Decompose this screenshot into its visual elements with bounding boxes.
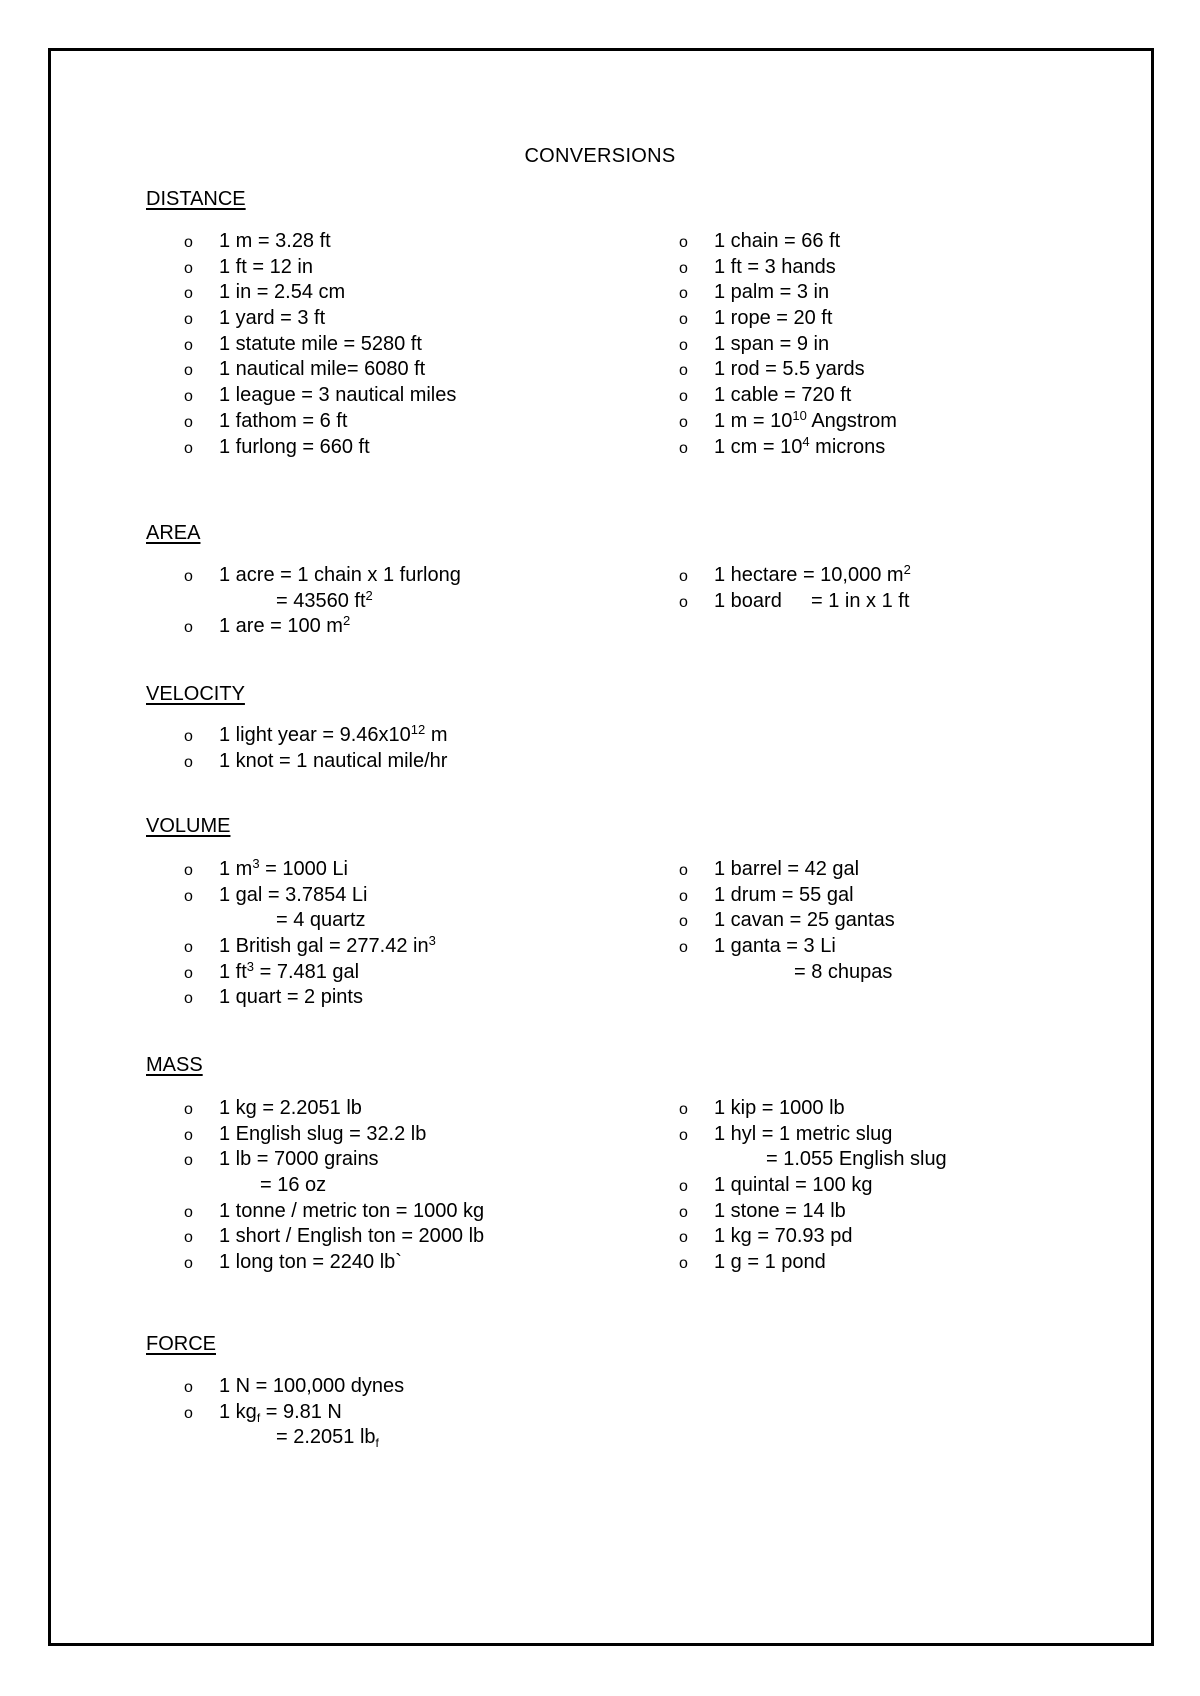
- bullet: o: [679, 593, 688, 611]
- bullet: o: [679, 388, 688, 406]
- bullet: o: [184, 1101, 193, 1118]
- section-heading-force: FORCE: [146, 1333, 216, 1355]
- bullet: o: [679, 1101, 688, 1118]
- bullet: o: [184, 1152, 193, 1170]
- bullet: o: [184, 1229, 193, 1247]
- bullet: o: [679, 336, 688, 354]
- bullet: o: [184, 1203, 193, 1221]
- bullet: o: [679, 285, 688, 303]
- bullet: o: [679, 1178, 688, 1196]
- bullet: o: [679, 311, 688, 329]
- bullet: o: [184, 311, 193, 329]
- bullet: o: [679, 939, 688, 957]
- bullet: o: [679, 887, 688, 905]
- bullet: o: [184, 336, 193, 354]
- bullet: o: [184, 619, 193, 637]
- bullet: o: [184, 259, 193, 277]
- section-heading-velocity: VELOCITY: [146, 683, 245, 705]
- bullet: o: [184, 388, 193, 406]
- bullet: o: [679, 362, 688, 380]
- bullet: o: [679, 1255, 688, 1273]
- bullet: o: [184, 362, 193, 380]
- bullet: o: [184, 413, 193, 431]
- bullet: o: [184, 1126, 193, 1144]
- bullet: o: [184, 728, 193, 745]
- bullet: o: [679, 439, 688, 457]
- bullet: o: [184, 887, 193, 905]
- bullet: o: [679, 1126, 688, 1144]
- bullet: o: [184, 990, 193, 1008]
- section-heading-volume: VOLUME: [146, 815, 231, 837]
- bullet: o: [184, 568, 193, 585]
- section-heading-mass: MASS: [146, 1054, 203, 1076]
- bullet: o: [184, 753, 193, 771]
- bullet: o: [184, 439, 193, 457]
- bullet: o: [679, 234, 688, 251]
- bullet: o: [184, 1379, 193, 1396]
- bullet: o: [679, 862, 688, 879]
- bullet: o: [184, 862, 193, 879]
- bullet: o: [184, 939, 193, 957]
- bullet: o: [184, 234, 193, 251]
- bullet: o: [679, 568, 688, 585]
- page-border: [48, 48, 1154, 1646]
- page-title: CONVERSIONS: [524, 145, 676, 167]
- bullet: o: [679, 1229, 688, 1247]
- bullet: o: [184, 1255, 193, 1273]
- section-heading-area: AREA: [146, 522, 201, 544]
- bullet: o: [184, 285, 193, 303]
- bullet: o: [679, 259, 688, 277]
- bullet: o: [679, 1203, 688, 1221]
- section-heading-distance: DISTANCE: [146, 188, 246, 210]
- bullet: o: [184, 1404, 193, 1422]
- bullet: o: [679, 913, 688, 931]
- bullet: o: [184, 964, 193, 982]
- bullet: o: [679, 413, 688, 431]
